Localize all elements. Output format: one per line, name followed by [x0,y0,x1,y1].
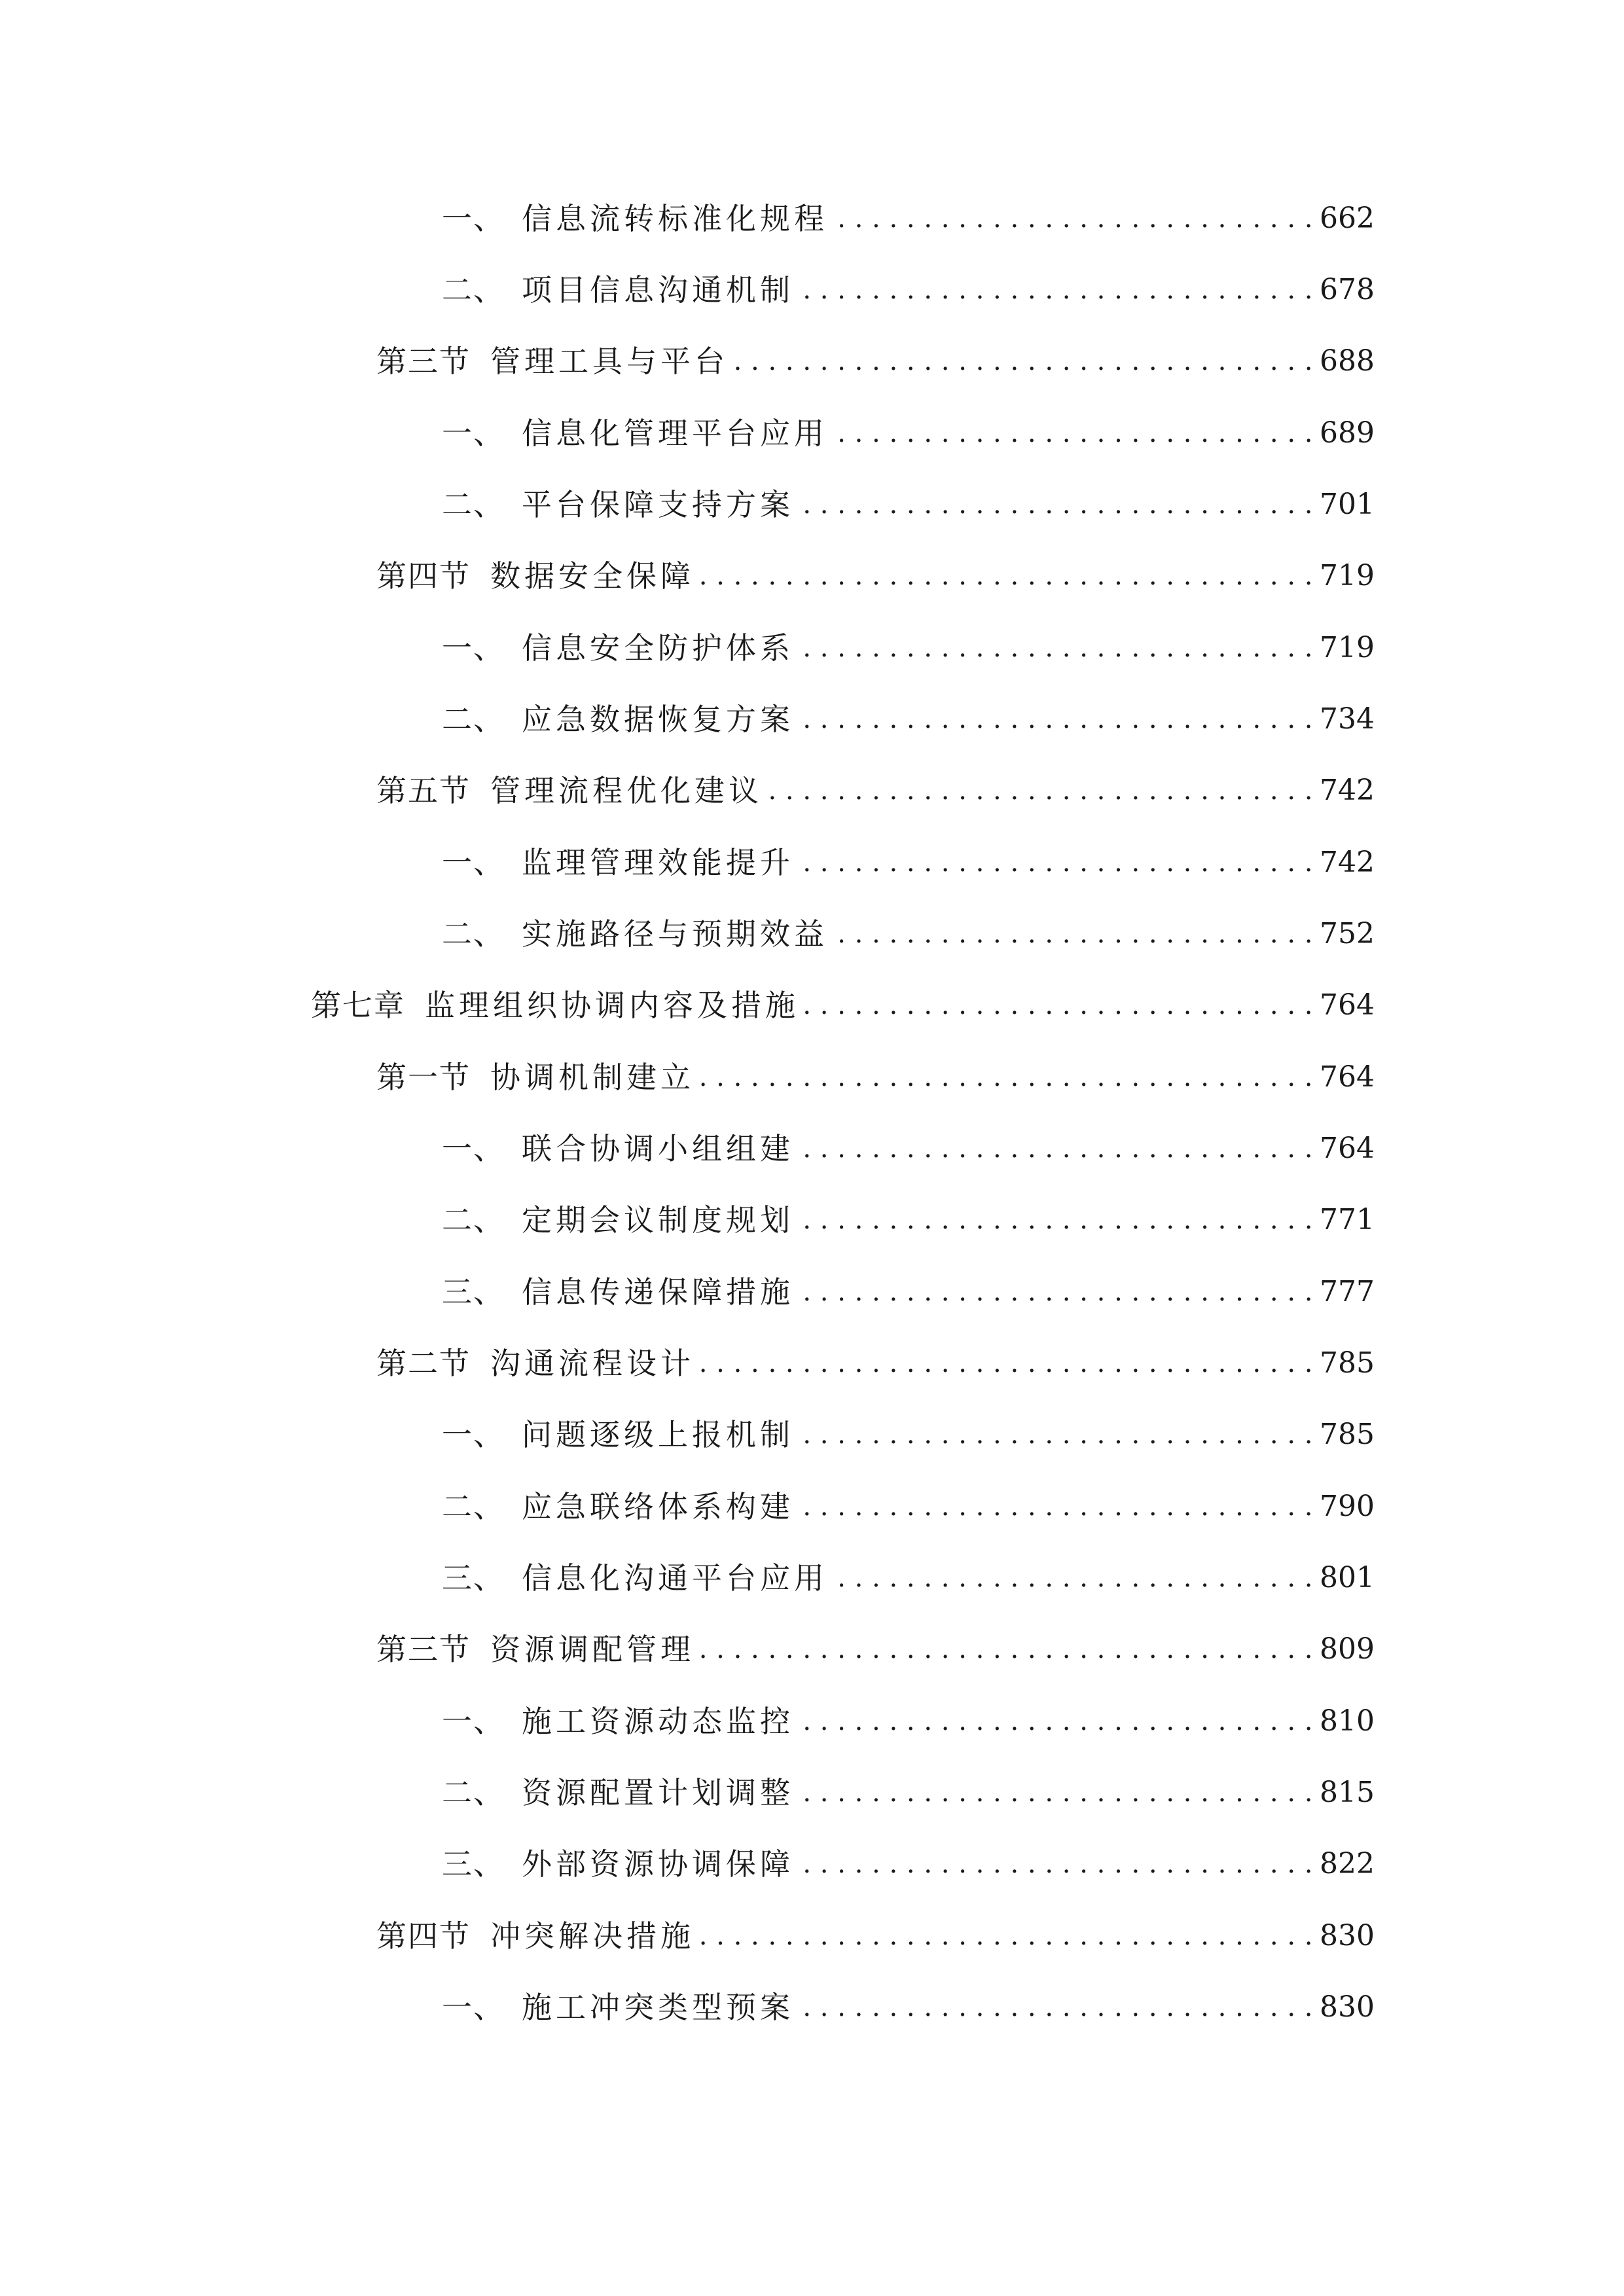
toc-entry-number: 一、 [442,1704,505,1739]
toc-entry[interactable] [442,1194,1375,1246]
toc-entry[interactable] [442,1552,1375,1604]
toc-entry[interactable] [442,1266,1375,1318]
toc-entry[interactable] [442,622,1375,674]
toc-section-title: 沟通流程设计 [490,1346,695,1381]
toc-entry-page: 662 [1320,202,1375,235]
toc-entry-page: 790 [1320,1490,1375,1523]
toc-entry[interactable] [442,1838,1375,1890]
toc-entry-title: 施工冲突类型预案 [522,1990,794,2025]
toc-entry[interactable] [442,908,1375,960]
dot-leader [833,908,1313,960]
dot-leader [700,1051,1313,1103]
toc-entry-page: 688 [1320,344,1375,378]
toc-section-entry[interactable] [376,1051,1375,1103]
dot-leader [799,1408,1313,1461]
toc-section-entry[interactable] [376,335,1375,387]
toc-entry[interactable] [442,1122,1375,1175]
toc-entry-title: 应急数据恢复方案 [522,702,794,737]
toc-section-title: 数据安全保障 [490,558,695,594]
toc-entry-page: 701 [1320,488,1375,521]
toc-entry-page: 719 [1320,559,1375,592]
dot-leader [700,550,1313,602]
toc-entry-title: 平台保障支持方案 [522,487,794,522]
toc-chapter-title: 监理组织协调内容及措施 [425,988,799,1023]
toc-section-entry[interactable] [376,550,1375,602]
toc-entry-number: 一、 [442,1417,505,1452]
dot-leader [799,1266,1313,1318]
dot-leader [799,264,1313,316]
toc-entry-title: 问题逐级上报机制 [522,1417,794,1452]
toc-section-number: 第三节 [376,1632,471,1667]
toc-entry-page: 771 [1320,1203,1375,1236]
toc-entry-title: 联合协调小组组建 [522,1131,794,1166]
toc-entry-page: 752 [1320,917,1375,950]
toc-entry-number: 一、 [442,416,505,451]
toc-section-entry[interactable] [376,1337,1375,1390]
toc-entry-page: 810 [1320,1704,1375,1738]
toc-entry-page: 719 [1320,631,1375,664]
toc-entry-title: 信息化沟通平台应用 [522,1560,828,1596]
toc-entry-page: 764 [1320,1060,1375,1094]
toc-entry-number: 二、 [442,272,505,308]
toc-entry-page: 815 [1320,1776,1375,1809]
dot-leader [799,478,1313,531]
dot-leader [799,1981,1313,2034]
dot-leader [799,622,1313,674]
toc-entry-title: 信息安全防护体系 [522,630,794,666]
toc-entry-title: 信息传递保障措施 [522,1274,794,1310]
toc-entry-page: 822 [1320,1847,1375,1880]
dot-leader [799,1122,1313,1175]
dot-leader [833,192,1313,245]
toc-entry-title: 项目信息沟通机制 [522,272,794,308]
toc-entry-number: 一、 [442,1131,505,1166]
toc-entry-number: 一、 [442,630,505,666]
dot-leader [799,693,1313,745]
toc-entry-page: 734 [1320,702,1375,736]
toc-entry-page: 801 [1320,1561,1375,1594]
toc-entry-page: 830 [1320,1919,1375,1952]
toc-entry-number: 二、 [442,1489,505,1524]
toc-section-entry[interactable] [376,1623,1375,1676]
toc-entry-number: 二、 [442,1202,505,1238]
toc-entry[interactable] [442,192,1375,245]
toc-entry-title: 信息流转标准化规程 [522,201,828,236]
toc-section-number: 第二节 [376,1346,471,1381]
toc-entry-page: 785 [1320,1418,1375,1451]
toc-entry-page: 830 [1320,1990,1375,2024]
toc-entry[interactable] [442,1981,1375,2034]
toc-section-title: 冲突解决措施 [490,1918,695,1954]
toc-entry-title: 外部资源协调保障 [522,1846,794,1882]
toc-entry[interactable] [442,836,1375,889]
dot-leader [799,1838,1313,1890]
toc-section-title: 管理流程优化建议 [490,773,763,808]
dot-leader [734,335,1313,387]
toc-entry-page: 689 [1320,416,1375,450]
dot-leader [768,764,1313,817]
toc-entry[interactable] [442,1767,1375,1819]
dot-leader [700,1337,1313,1390]
toc-entry-page: 809 [1320,1632,1375,1666]
toc-entry[interactable] [442,1408,1375,1461]
toc-entry[interactable] [442,1480,1375,1533]
toc-entry-number: 三、 [442,1846,505,1882]
toc-entry-number: 二、 [442,487,505,522]
toc-entry-number: 一、 [442,201,505,236]
toc-entry-page: 742 [1320,774,1375,807]
toc-entry[interactable] [442,478,1375,531]
dot-leader [799,1480,1313,1533]
dot-leader [804,979,1313,1031]
dot-leader [833,407,1313,459]
toc-entry-page: 742 [1320,846,1375,879]
toc-entry-title: 监理管理效能提升 [522,845,794,880]
toc-entry-title: 定期会议制度规划 [522,1202,794,1238]
dot-leader [799,836,1313,889]
toc-entry-page: 785 [1320,1346,1375,1380]
toc-entry-number: 二、 [442,916,505,952]
toc-entry-number: 三、 [442,1274,505,1310]
toc-section-number: 第一节 [376,1060,471,1095]
toc-chapter-entry[interactable] [311,979,1375,1031]
dot-leader [700,1623,1313,1676]
dot-leader [799,1695,1313,1748]
toc-entry-title: 施工资源动态监控 [522,1704,794,1739]
toc-section-number: 第四节 [376,1918,471,1954]
toc-entry[interactable] [442,693,1375,745]
toc-section-title: 资源调配管理 [490,1632,695,1667]
toc-entry-number: 一、 [442,1990,505,2025]
toc-section-number: 第四节 [376,558,471,594]
toc-section-entry[interactable] [376,1910,1375,1962]
toc-section-title: 管理工具与平台 [490,344,729,379]
toc-section-number: 第五节 [376,773,471,808]
toc-entry-title: 资源配置计划调整 [522,1775,794,1810]
dot-leader [700,1910,1313,1962]
toc-entry-number: 一、 [442,845,505,880]
toc-chapter-number: 第七章 [311,988,405,1023]
toc-entry[interactable] [442,1695,1375,1748]
toc-entry-title: 信息化管理平台应用 [522,416,828,451]
dot-leader [799,1194,1313,1246]
dot-leader [799,1767,1313,1819]
toc-entry-page: 678 [1320,273,1375,306]
toc-entry[interactable] [442,407,1375,459]
toc-entry[interactable] [442,264,1375,316]
toc-entry-page: 764 [1320,1132,1375,1165]
toc-section-title: 协调机制建立 [490,1060,695,1095]
toc-entry-number: 二、 [442,702,505,737]
toc-entry-page: 777 [1320,1275,1375,1308]
toc-section-entry[interactable] [376,764,1375,817]
toc-entry-title: 实施路径与预期效益 [522,916,828,952]
toc-entry-title: 应急联络体系构建 [522,1489,794,1524]
toc-entry-number: 三、 [442,1560,505,1596]
dot-leader [833,1552,1313,1604]
toc-section-number: 第三节 [376,344,471,379]
toc-entry-page: 764 [1320,988,1375,1022]
toc-entry-number: 二、 [442,1775,505,1810]
